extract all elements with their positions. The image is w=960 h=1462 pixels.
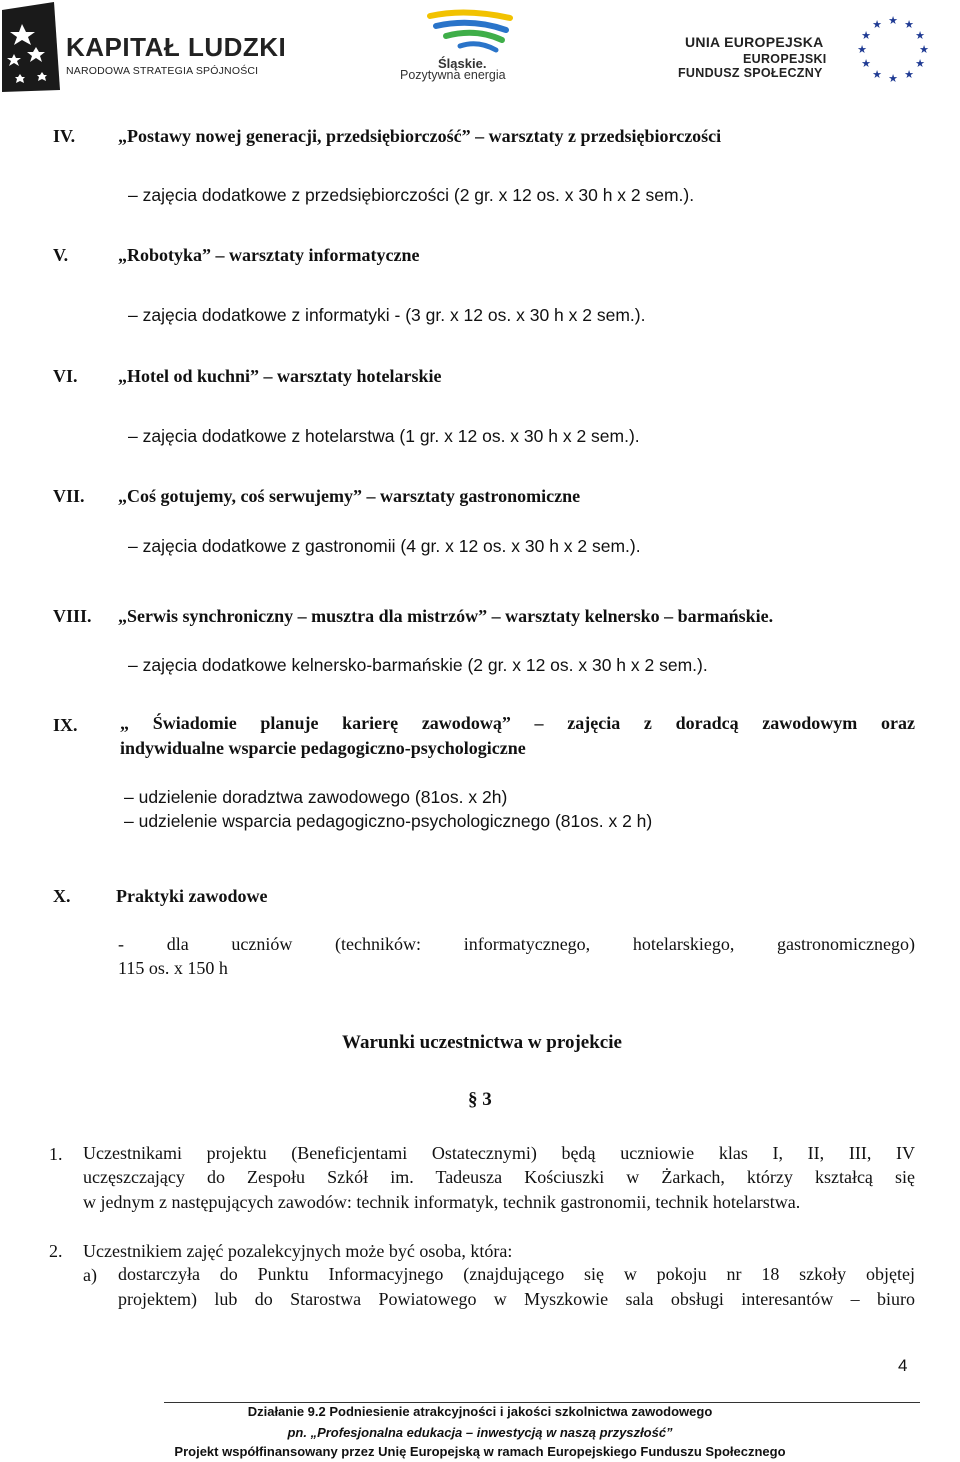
section-title: „Hotel od kuchni” – warsztaty hotelarskie xyxy=(118,366,442,386)
eu-line1: UNIA EUROPEJSKA xyxy=(685,34,824,50)
section-number: IV. xyxy=(53,126,76,146)
section-number: VII. xyxy=(53,486,85,506)
svg-text:★: ★ xyxy=(904,68,914,81)
condition-sub-line: projektem) lub do Starostwa Powiatowego w Myszkowie sala obsługi interesantów – biuro xyxy=(118,1289,915,1309)
slaskie-name: Śląskie. xyxy=(438,56,487,71)
page-number: 4 xyxy=(898,1356,908,1375)
eu-flag-icon xyxy=(838,8,948,86)
section-title: „Serwis synchroniczny – musztra dla mistrzów” – warsztaty kelnersko – barmańskie. xyxy=(118,606,774,626)
svg-text:★: ★ xyxy=(888,14,898,27)
svg-text:★: ★ xyxy=(904,18,914,31)
section-number: IX. xyxy=(53,715,78,735)
kapital-ludzki-title: KAPITAŁ LUDZKI xyxy=(66,32,287,62)
section-detail: – zajęcia dodatkowe z gastronomii (4 gr. x 12 os. x 30 h x 2 sem.). xyxy=(128,536,641,556)
kapital-ludzki-emblem-icon xyxy=(2,2,60,92)
section-detail: – zajęcia dodatkowe z przedsiębiorczości (2 gr. x 12 os. x 30 h x 2 sem.). xyxy=(128,185,695,205)
svg-text:★: ★ xyxy=(861,57,871,70)
condition-sub-letter: a) xyxy=(83,1265,97,1285)
section-detail: – zajęcia dodatkowe z informatyki - (3 gr. x 12 os. x 30 h x 2 sem.). xyxy=(128,305,646,325)
footer-divider xyxy=(164,1402,920,1403)
section-number: V. xyxy=(53,245,69,265)
section-detail-line2: 115 os. x 150 h xyxy=(118,958,228,978)
section-title: „Coś gotujemy, coś serwujemy” – warsztaty gastronomiczne xyxy=(118,486,581,506)
paragraph-sign: § 3 xyxy=(468,1089,492,1110)
svg-text:★: ★ xyxy=(919,43,929,56)
footer-line1: Działanie 9.2 Podniesienie atrakcyjności i jakości szkolnictwa zawodowego xyxy=(247,1404,713,1419)
section-number: VIII. xyxy=(53,606,92,626)
eu-line3: FUNDUSZ SPOŁECZNY xyxy=(678,66,823,80)
footer-line2 xyxy=(0,1425,960,1440)
svg-text:★: ★ xyxy=(915,29,925,42)
kapital-ludzki-subtitle: NARODOWA STRATEGIA SPÓJNOŚCI xyxy=(66,65,259,77)
section-number: VI. xyxy=(53,366,78,386)
condition-line: uczęszczający do Zespołu Szkół im. Tadeusza Kościuszki w Żarkach, którzy kształcą się xyxy=(83,1167,915,1187)
eu-line2: EUROPEJSKI xyxy=(743,52,827,66)
section-detail: – zajęcia dodatkowe z hotelarstwa (1 gr. x 12 os. x 30 h x 2 sem.). xyxy=(128,426,640,446)
slaskie-swoosh-icon xyxy=(426,6,518,54)
section-detail: – udzielenie wsparcia pedagogiczno-psychologicznego (81os. x 2 h) xyxy=(124,811,653,831)
section-title: Praktyki zawodowe xyxy=(116,886,268,906)
condition-line: Uczestnikiem zajęć pozalekcyjnych może być osoba, która: xyxy=(83,1241,513,1261)
svg-text:★: ★ xyxy=(915,57,925,70)
svg-text:★: ★ xyxy=(888,72,898,85)
condition-line: w jednym z następujących zawodów: technik informatyk, technik gastronomii, technik hotelarstwa. xyxy=(83,1192,801,1212)
section-detail: – zajęcia dodatkowe kelnersko-barmańskie (2 gr. x 12 os. x 30 h x 2 sem.). xyxy=(128,655,708,675)
condition-line: Uczestnikami projektu (Beneficjentami Ostatecznymi) będą uczniowie klas I, II, III, IV xyxy=(83,1143,915,1163)
svg-text:★: ★ xyxy=(872,18,882,31)
conditions-heading: Warunki uczestnictwa w projekcie xyxy=(342,1032,622,1053)
footer-line3: Projekt współfinansowany przez Unię Europejską w ramach Europejskiego Funduszu Społecznego xyxy=(174,1444,786,1459)
section-title: „Postawy nowej generacji, przedsiębiorczość” – warsztaty z przedsiębiorczości xyxy=(118,126,722,146)
svg-text:★: ★ xyxy=(857,43,867,56)
svg-text:★: ★ xyxy=(872,68,882,81)
section-title: „Robotyka” – warsztaty informatyczne xyxy=(118,245,420,265)
section-title-line2: indywidualne wsparcie pedagogiczno-psychologiczne xyxy=(120,738,526,758)
section-number: X. xyxy=(53,886,71,906)
section-detail-line1: - dla uczniów (techników: informatycznego, hotelarskiego, gastronomicznego) xyxy=(118,934,915,954)
footer-line2-prefix: pn. xyxy=(287,1425,307,1440)
svg-text:★: ★ xyxy=(861,29,871,42)
condition-number: 2. xyxy=(49,1241,63,1261)
condition-sub-line: dostarczyła do Punktu Informacyjnego (znajdującego się w pokoju nr 18 szkoły objętej xyxy=(118,1264,915,1284)
slaskie-tagline: Pozytywna energia xyxy=(400,68,506,82)
section-title-line1: „ Świadomie planuje karierę zawodową” – zajęcia z doradcą zawodowym oraz xyxy=(120,713,915,733)
section-detail: – udzielenie doradztwa zawodowego (81os. x 2h) xyxy=(124,787,508,807)
footer-line2-title: „Profesjonalna edukacja – inwestycją w naszą przyszłość” xyxy=(310,1425,673,1440)
condition-number: 1. xyxy=(49,1144,63,1164)
